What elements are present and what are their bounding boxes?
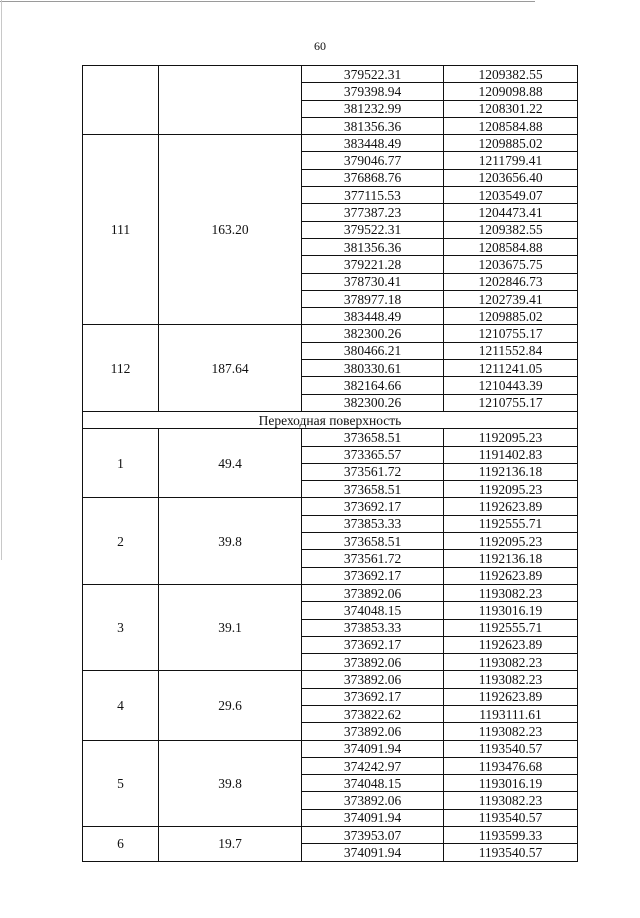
x-coordinate-cell: 378730.41 <box>302 273 444 290</box>
y-coordinate-cell: 1192095.23 <box>444 481 578 498</box>
parcel-area-cell: 49.4 <box>159 429 302 498</box>
x-coordinate-cell: 380466.21 <box>302 342 444 359</box>
x-coordinate-cell: 378977.18 <box>302 290 444 307</box>
x-coordinate-cell: 373953.07 <box>302 827 444 844</box>
x-coordinate-cell: 374091.94 <box>302 809 444 826</box>
y-coordinate-cell: 1209382.55 <box>444 221 578 238</box>
coordinates-table <box>82 65 578 862</box>
y-coordinate-cell: 1192623.89 <box>444 498 578 515</box>
parcel-number-cell <box>83 66 159 135</box>
y-coordinate-cell: 1209885.02 <box>444 135 578 152</box>
x-coordinate-cell: 379221.28 <box>302 256 444 273</box>
parcel-number-cell: 111 <box>83 135 159 325</box>
parcel-number-cell: 1 <box>83 429 159 498</box>
y-coordinate-cell: 1193016.19 <box>444 775 578 792</box>
x-coordinate-cell: 373822.62 <box>302 705 444 722</box>
parcel-number-cell: 112 <box>83 325 159 411</box>
x-coordinate-cell: 373365.57 <box>302 446 444 463</box>
parcel-area-cell <box>159 66 302 135</box>
x-coordinate-cell: 379046.77 <box>302 152 444 169</box>
x-coordinate-cell: 383448.49 <box>302 135 444 152</box>
y-coordinate-cell: 1208584.88 <box>444 117 578 134</box>
y-coordinate-cell: 1208584.88 <box>444 238 578 255</box>
y-coordinate-cell: 1211241.05 <box>444 360 578 377</box>
section-title: Переходная поверхность <box>83 411 578 428</box>
x-coordinate-cell: 382164.66 <box>302 377 444 394</box>
y-coordinate-cell: 1192623.89 <box>444 636 578 653</box>
y-coordinate-cell: 1203656.40 <box>444 169 578 186</box>
scan-edge-left <box>1 0 2 560</box>
y-coordinate-cell: 1210755.17 <box>444 325 578 342</box>
y-coordinate-cell: 1192095.23 <box>444 533 578 550</box>
x-coordinate-cell: 382300.26 <box>302 394 444 411</box>
y-coordinate-cell: 1193540.57 <box>444 740 578 757</box>
x-coordinate-cell: 373853.33 <box>302 515 444 532</box>
parcel-area-cell: 29.6 <box>159 671 302 740</box>
x-coordinate-cell: 373692.17 <box>302 498 444 515</box>
y-coordinate-cell: 1193082.23 <box>444 584 578 601</box>
parcel-area-cell: 39.1 <box>159 584 302 670</box>
y-coordinate-cell: 1193016.19 <box>444 602 578 619</box>
x-coordinate-cell: 373892.06 <box>302 584 444 601</box>
table-row <box>83 325 578 342</box>
x-coordinate-cell: 373892.06 <box>302 792 444 809</box>
x-coordinate-cell: 373892.06 <box>302 654 444 671</box>
x-coordinate-cell: 373561.72 <box>302 550 444 567</box>
x-coordinate-cell: 373692.17 <box>302 567 444 584</box>
y-coordinate-cell: 1211799.41 <box>444 152 578 169</box>
x-coordinate-cell: 373692.17 <box>302 688 444 705</box>
x-coordinate-cell: 381356.36 <box>302 117 444 134</box>
y-coordinate-cell: 1209098.88 <box>444 83 578 100</box>
x-coordinate-cell: 381356.36 <box>302 238 444 255</box>
y-coordinate-cell: 1192555.71 <box>444 619 578 636</box>
y-coordinate-cell: 1193082.23 <box>444 654 578 671</box>
x-coordinate-cell: 383448.49 <box>302 308 444 325</box>
x-coordinate-cell: 381232.99 <box>302 100 444 117</box>
y-coordinate-cell: 1192623.89 <box>444 688 578 705</box>
parcel-area-cell: 187.64 <box>159 325 302 411</box>
y-coordinate-cell: 1208301.22 <box>444 100 578 117</box>
x-coordinate-cell: 373892.06 <box>302 723 444 740</box>
x-coordinate-cell: 374091.94 <box>302 844 444 861</box>
x-coordinate-cell: 373658.51 <box>302 481 444 498</box>
y-coordinate-cell: 1193540.57 <box>444 809 578 826</box>
parcel-area-cell: 19.7 <box>159 827 302 862</box>
section-header-row <box>83 411 578 428</box>
y-coordinate-cell: 1210443.39 <box>444 377 578 394</box>
parcel-area-cell: 39.8 <box>159 740 302 826</box>
coordinates-table-body <box>83 66 578 862</box>
y-coordinate-cell: 1210755.17 <box>444 394 578 411</box>
y-coordinate-cell: 1192623.89 <box>444 567 578 584</box>
parcel-number-cell: 3 <box>83 584 159 670</box>
y-coordinate-cell: 1202739.41 <box>444 290 578 307</box>
y-coordinate-cell: 1211552.84 <box>444 342 578 359</box>
x-coordinate-cell: 380330.61 <box>302 360 444 377</box>
page-number: 60 <box>314 39 326 53</box>
y-coordinate-cell: 1193540.57 <box>444 844 578 861</box>
x-coordinate-cell: 373892.06 <box>302 671 444 688</box>
x-coordinate-cell: 373561.72 <box>302 463 444 480</box>
x-coordinate-cell: 379398.94 <box>302 83 444 100</box>
x-coordinate-cell: 373658.51 <box>302 429 444 446</box>
x-coordinate-cell: 379522.31 <box>302 66 444 83</box>
table-row <box>83 584 578 601</box>
parcel-area-cell: 163.20 <box>159 135 302 325</box>
table-row <box>83 498 578 515</box>
x-coordinate-cell: 373692.17 <box>302 636 444 653</box>
x-coordinate-cell: 374091.94 <box>302 740 444 757</box>
y-coordinate-cell: 1192136.18 <box>444 463 578 480</box>
x-coordinate-cell: 377115.53 <box>302 187 444 204</box>
parcel-number-cell: 5 <box>83 740 159 826</box>
y-coordinate-cell: 1193082.23 <box>444 671 578 688</box>
x-coordinate-cell: 382300.26 <box>302 325 444 342</box>
y-coordinate-cell: 1193111.61 <box>444 705 578 722</box>
x-coordinate-cell: 379522.31 <box>302 221 444 238</box>
table-row <box>83 671 578 688</box>
y-coordinate-cell: 1192136.18 <box>444 550 578 567</box>
y-coordinate-cell: 1192555.71 <box>444 515 578 532</box>
x-coordinate-cell: 374048.15 <box>302 775 444 792</box>
scan-edge-top <box>0 1 535 2</box>
y-coordinate-cell: 1191402.83 <box>444 446 578 463</box>
table-row <box>83 429 578 446</box>
x-coordinate-cell: 374242.97 <box>302 757 444 774</box>
table-row <box>83 135 578 152</box>
table-row <box>83 66 578 83</box>
parcel-number-cell: 4 <box>83 671 159 740</box>
parcel-number-cell: 6 <box>83 827 159 862</box>
y-coordinate-cell: 1209382.55 <box>444 66 578 83</box>
x-coordinate-cell: 376868.76 <box>302 169 444 186</box>
y-coordinate-cell: 1193082.23 <box>444 792 578 809</box>
y-coordinate-cell: 1193599.33 <box>444 827 578 844</box>
parcel-area-cell: 39.8 <box>159 498 302 584</box>
table-row <box>83 827 578 844</box>
table-row <box>83 740 578 757</box>
y-coordinate-cell: 1203675.75 <box>444 256 578 273</box>
parcel-number-cell: 2 <box>83 498 159 584</box>
y-coordinate-cell: 1209885.02 <box>444 308 578 325</box>
y-coordinate-cell: 1192095.23 <box>444 429 578 446</box>
x-coordinate-cell: 373658.51 <box>302 533 444 550</box>
x-coordinate-cell: 377387.23 <box>302 204 444 221</box>
x-coordinate-cell: 374048.15 <box>302 602 444 619</box>
y-coordinate-cell: 1193082.23 <box>444 723 578 740</box>
y-coordinate-cell: 1203549.07 <box>444 187 578 204</box>
y-coordinate-cell: 1204473.41 <box>444 204 578 221</box>
x-coordinate-cell: 373853.33 <box>302 619 444 636</box>
y-coordinate-cell: 1193476.68 <box>444 757 578 774</box>
y-coordinate-cell: 1202846.73 <box>444 273 578 290</box>
